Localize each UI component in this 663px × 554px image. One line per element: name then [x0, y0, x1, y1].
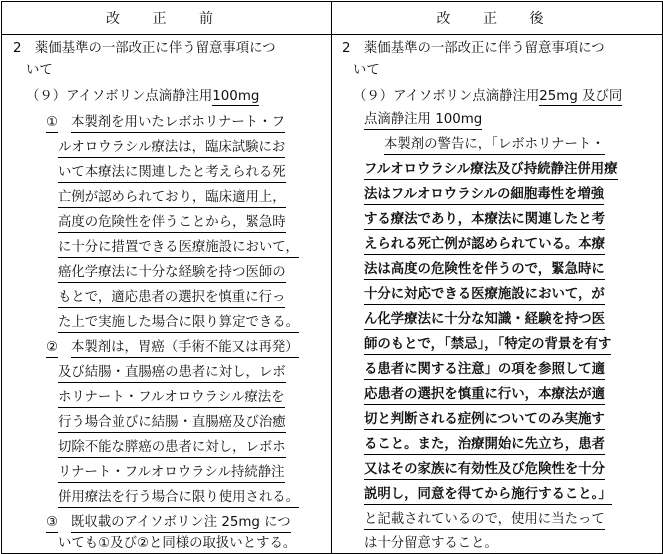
before-p2-line: 切除不能な膵癌の患者に対し，レボホ	[58, 439, 286, 458]
before-p1-line: もとで，適応患者の選択を慎重に行っ	[58, 289, 285, 308]
before-item-dose: 100mg	[212, 89, 260, 104]
before-p2-line: 行う場合並びに結腸・直腸癌及び治癒	[58, 414, 286, 433]
before-section-heading-cont: いて	[26, 63, 53, 78]
after-body-line: えられる死亡例が認められている。本療	[364, 236, 605, 255]
before-p2-line: ホリナート・フルオロウラシル療法を	[58, 389, 285, 408]
before-p2-line: リナート・フルオロウラシル持続静注	[58, 464, 285, 483]
before-p1-line: ルオロウラシル療法は，臨床試験にお	[58, 139, 285, 158]
after-item-heading	[353, 88, 622, 105]
before-p1-line: 高度の危険性を伴うことから，緊急時	[58, 214, 286, 233]
after-item-heading-cont: 点滴静注用 100mg	[364, 111, 482, 130]
before-header: 改 正 前	[2, 2, 332, 35]
before-p1-line: いて本療法に関連したと考えられる死	[58, 164, 286, 183]
after-body-line: と記載されているので，使用に当たって	[364, 511, 605, 530]
after-body-line: 師のもとで，「禁忌」，「特定の背景を有す	[364, 336, 611, 355]
before-p2-line: 併用療法を行う場合に限り使用される。	[58, 489, 299, 508]
comparison-table	[1, 1, 663, 554]
after-section-heading: 2 薬価基準の一部改正に伴う留意事項につ	[342, 41, 605, 56]
after-body-line: 説明し，同意を得てから施行すること。」	[364, 486, 612, 505]
before-p3-line: 既収載のアイソボリン注 25mg につ	[71, 514, 291, 533]
before-p1-number: ①	[46, 114, 58, 133]
before-p3-line: いても①及び②と同様の取扱いとする。	[58, 535, 296, 554]
after-body-line: 本製剤の警告に，「レボホリナート・	[384, 136, 605, 155]
before-p2-line: 本製剤は，胃癌（手術不能又は再発）	[71, 339, 299, 358]
after-body-line: は十分留意すること。	[364, 535, 498, 554]
before-item-name: （９）アイソボリン点滴静注用	[26, 89, 213, 104]
after-section-heading-cont: いて	[353, 63, 380, 78]
content-row	[2, 35, 663, 554]
after-body-line: 切と判断される症例についてのみ実施す	[364, 411, 605, 430]
after-body-line: フルオロウラシル療法及び持続静注併用療	[364, 161, 618, 180]
before-p1-line: 本製剤を用いたレボホリナート・フ	[71, 114, 285, 133]
before-p3-number: ③	[46, 514, 58, 533]
after-body-line: する療法であり，本療法に関連したと考	[364, 211, 605, 230]
after-body-line: 十分に対応できる医療施設において，が	[364, 286, 605, 305]
after-body-line: ん化学療法に十分な知識・経験を持つ医	[364, 311, 605, 330]
after-body-line: 法は高度の危険性を伴うので，緊急時に	[364, 261, 605, 280]
before-p2-line: 及び結腸・直腸癌の患者に対し，レボ	[58, 364, 286, 383]
before-item-heading	[26, 88, 259, 105]
before-p2-number: ②	[46, 339, 58, 358]
after-body-line: る患者に関する注意」の項を参照して適	[364, 361, 605, 380]
before-p1-line: 癌化学療法に十分な経験を持つ医師の	[58, 264, 286, 283]
after-item-dose: 25mg 及び同	[539, 89, 623, 104]
after-body-line: 応患者の選択を慎重に行い，本療法が適	[364, 386, 605, 405]
after-body-line: ること。また，治療開始に先立ち，患者	[364, 436, 605, 455]
before-p1-line: に十分に措置できる医療施設において，	[58, 239, 299, 258]
before-p1-line: た上で実施した場合に限り算定できる。	[58, 314, 299, 333]
after-column	[332, 35, 663, 554]
after-body-line: 又はその家族に有効性及び危険性を十分	[364, 461, 605, 480]
after-body-line: 法はフルオロウラシルの細胞毒性を増強	[364, 186, 604, 205]
before-section-heading: 2 薬価基準の一部改正に伴う留意事項につ	[13, 41, 276, 56]
after-header: 改 正 後	[332, 2, 663, 35]
before-p1-line: 亡例が認められており，臨床適用上，	[58, 189, 286, 208]
before-column	[2, 35, 332, 554]
header-row	[2, 2, 663, 35]
after-item-name: （９）アイソボリン点滴静注用	[353, 89, 540, 104]
